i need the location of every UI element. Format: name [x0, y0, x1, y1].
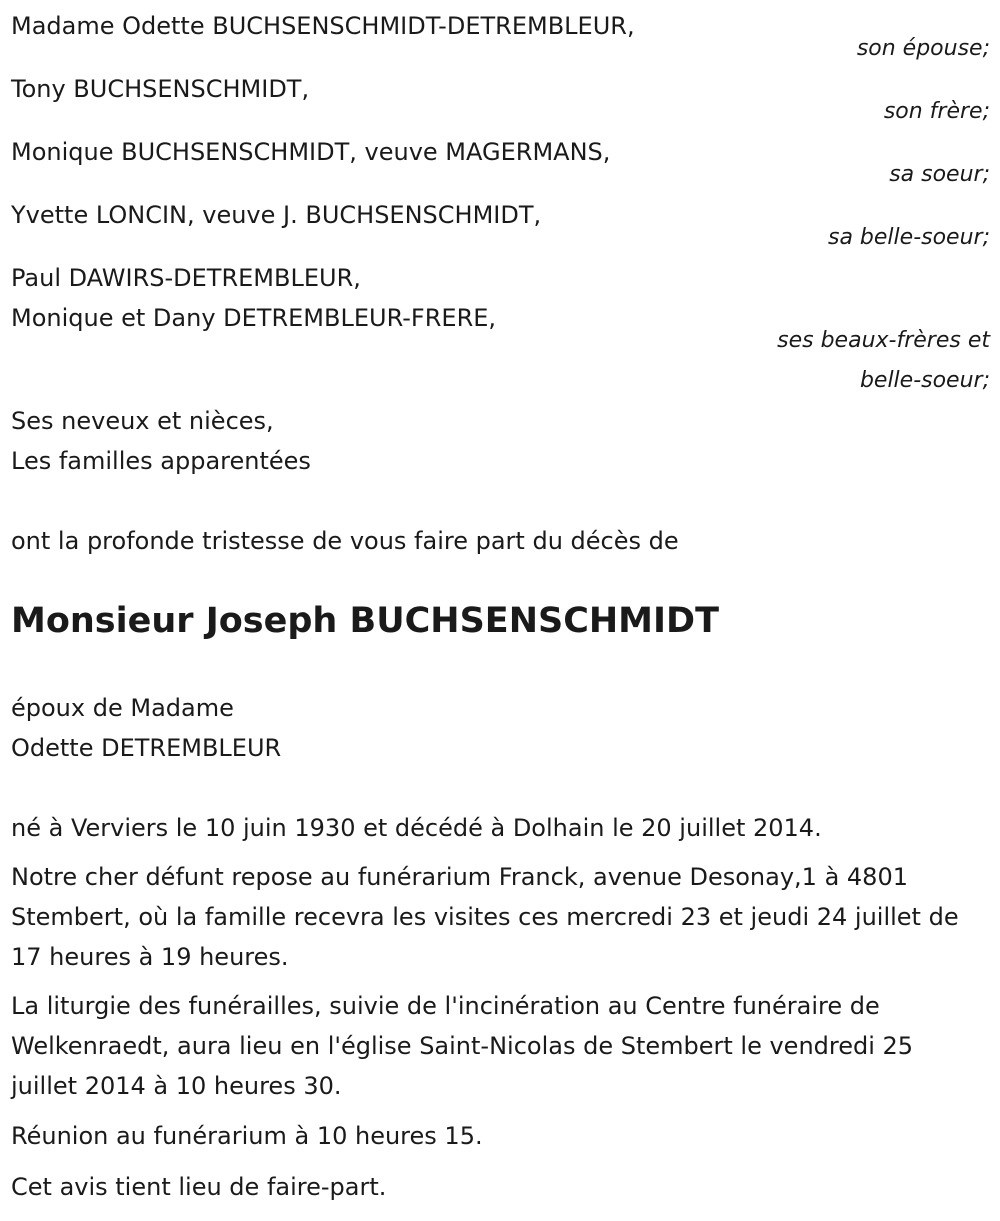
deceased-name: Monsieur Joseph BUCHSENSCHMIDT	[11, 601, 719, 641]
family-member-name: Madame Odette BUCHSENSCHMIDT-DETREMBLEUR,	[11, 12, 635, 40]
funeral-info: La liturgie des funérailles, suivie de l'incinération au Centre funéraire de Welkenraedt, aura lieu en l'église Saint-Nicolas de Stembert le vendredi 25 juillet 2014 à 10 heures 30.	[11, 992, 914, 1100]
announcement-text: ont la profonde tristesse de vous faire part du décès de	[11, 527, 679, 555]
spouse-info: époux de Madame	[11, 694, 234, 722]
notice-info: Cet avis tient lieu de faire-part.	[11, 1173, 387, 1201]
family-member-relation: ses beaux-frères et	[777, 328, 990, 353]
family-member-relation: sa belle-soeur;	[828, 225, 990, 250]
visitation-info: Notre cher défunt repose au funérarium Franck, avenue Desonay,1 à 4801 Stembert, où la famille recevra les visites ces mercredi 23 et jeudi 24 juillet de 17 heures à 19 heures.	[11, 863, 959, 971]
family-member-relation: son frère;	[883, 99, 990, 124]
family-member-name: Paul DAWIRS-DETREMBLEUR,	[11, 264, 361, 292]
family-member-name: Monique BUCHSENSCHMIDT, veuve MAGERMANS,	[11, 138, 611, 166]
family-others: Ses neveux et nièces,	[11, 407, 274, 435]
birth-death-info: né à Verviers le 10 juin 1930 et décédé à Dolhain le 20 juillet 2014.	[11, 814, 822, 842]
family-member-relation: sa soeur;	[889, 162, 990, 187]
family-member-relation: son épouse;	[856, 36, 990, 61]
family-member-name: Monique et Dany DETREMBLEUR-FRERE,	[11, 304, 497, 332]
spouse-info: Odette DETREMBLEUR	[11, 734, 282, 762]
family-member-name: Yvette LONCIN, veuve J. BUCHSENSCHMIDT,	[11, 201, 542, 229]
meeting-info: Réunion au funérarium à 10 heures 15.	[11, 1122, 483, 1150]
family-others: Les familles apparentées	[11, 447, 311, 475]
family-member-name: Tony BUCHSENSCHMIDT,	[11, 75, 310, 103]
family-member-relation: belle-soeur;	[859, 368, 990, 393]
